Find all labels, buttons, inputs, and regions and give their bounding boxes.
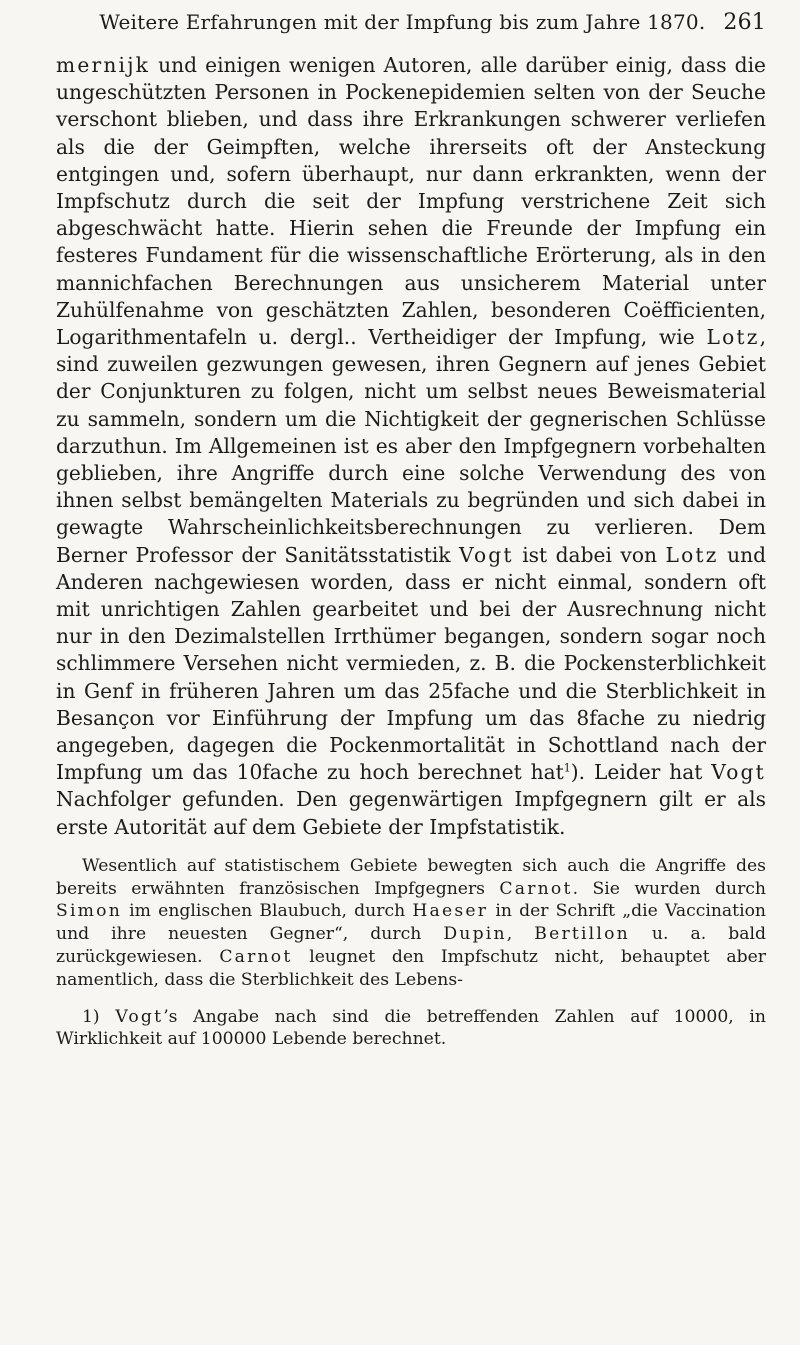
text-run: , <box>506 924 535 945</box>
author-name: Simon <box>56 901 122 922</box>
text-run: Nachfolger gefunden. Den gegenwärtigen Impfgegnern gilt er als erste Autorität auf dem Gebiete der Impfstatistik. <box>56 787 766 839</box>
author-name: Lotz <box>706 325 760 350</box>
text-run: leugnet den Impfschutz nicht, behauptet aber namentlich, dass die Sterblichkeit des Lebens- <box>56 947 767 990</box>
author-name: mernijk <box>56 53 151 77</box>
author-name: Carnot <box>219 947 293 968</box>
text-run: . Sie wurden durch <box>572 878 766 899</box>
footnote-paragraph <box>56 1006 766 1052</box>
author-name: Bertillon <box>534 924 630 945</box>
author-name: Dupin <box>443 924 507 945</box>
page-number: 261 <box>723 10 766 35</box>
author-name: Lotz <box>665 542 719 567</box>
author-name: Vogt <box>711 760 766 785</box>
text-run: u. a. bald zurückgewiesen. <box>56 924 766 968</box>
text-run: ’s Angabe nach sind die betreffenden Zahlen auf 10000, in Wirklichkeit auf 100000 Lebende berechnet. <box>56 1006 766 1050</box>
author-name: Vogt <box>459 542 514 567</box>
text-run: in der Schrift „die Vaccination und ihre neuesten Gegner“, durch <box>56 901 766 945</box>
text-run: ist dabei von <box>513 542 666 567</box>
author-name: Carnot <box>499 878 573 899</box>
author-name: Vogt <box>115 1006 164 1027</box>
main-paragraph <box>56 52 766 841</box>
text-run: , sind zuweilen gezwungen gewesen, ihren Gegnern auf jenes Gebiet der Conjunkturen zu folgen, nicht um selbst neues Beweismaterial zu sammeln, sondern um die Nichtigkeit der gegnerischen Schlüsse darzuthun. Im Allgemeinen ist es aber den Impfgegnern vorbehalten geblieben, ihre Angriffe durch eine solche Verwendung des von ihnen selbst bemängelten Materials zu begründen und sich dabei in gewagte Wahrscheinlichkeitsberechnungen zu verlieren. Dem Berner Professor der Sanitätsstatistik <box>56 325 766 567</box>
chapter-title: Weitere Erfahrungen mit der Impfung bis zum Jahre 1870. <box>99 10 706 34</box>
running-header <box>56 0 766 38</box>
main-text <box>56 52 766 841</box>
text-run: und Anderen nachgewiesen worden, dass er nicht einmal, sondern oft mit unrichtigen Zahlen gearbeitet und bei der Ausrechnung nicht nur in den Dezimalstellen Irrthümer begangen, sondern sogar noch schlimmere Versehen nicht vermieden, z. B. die Pockensterblichkeit in Genf in früheren Jahren um das 25fache und die Sterblichkeit in Besançon vor Einführung der Impfung um das 8fache zu niedrig angegeben, dagegen die Pockenmortalität in Schottland nach der Impfung um das 10fache zu hoch berechnet hat <box>56 542 766 785</box>
text-run: ). Leider hat <box>570 760 712 785</box>
small-print-section <box>56 855 766 992</box>
footnote <box>56 1006 766 1052</box>
small-paragraph <box>56 855 766 992</box>
text-run: im englischen Blaubuch, durch <box>122 901 413 922</box>
author-name: Haeser <box>412 901 489 922</box>
text-run: und einigen wenigen Autoren, alle darüber einig, dass die ungeschützten Personen in Pockenepidemien selten von der Seuche verschont blieben, und dass ihre Erkrankungen schwerer verliefen als die der Geimpften, welche ihrerseits oft der Ansteckung entgingen und, sofern überhaupt, nur dann erkrankten, wenn der Impfschutz durch die seit der Impfung verstrichene Zeit sich abgeschwächt hatte. Hierin sehen die Freunde der Impfung ein festeres Fundament für die wissenschaftliche Erörterung, als in den mannichfachen Berechnungen aus unsicherem Material unter Zuhülfenahme von geschätzten Zahlen, besonderen Coëfficienten, Logarithmentafeln u. dergl.. Vertheidiger der Impfung, wie <box>56 53 766 350</box>
text-run: Wesentlich auf statistischem Gebiete bewegten sich auch die Angriffe des bereits erwähnten französischen Impfgegners <box>56 855 766 899</box>
footnote-number: 1) <box>82 1006 116 1027</box>
footnote-marker: 1 <box>563 761 571 775</box>
